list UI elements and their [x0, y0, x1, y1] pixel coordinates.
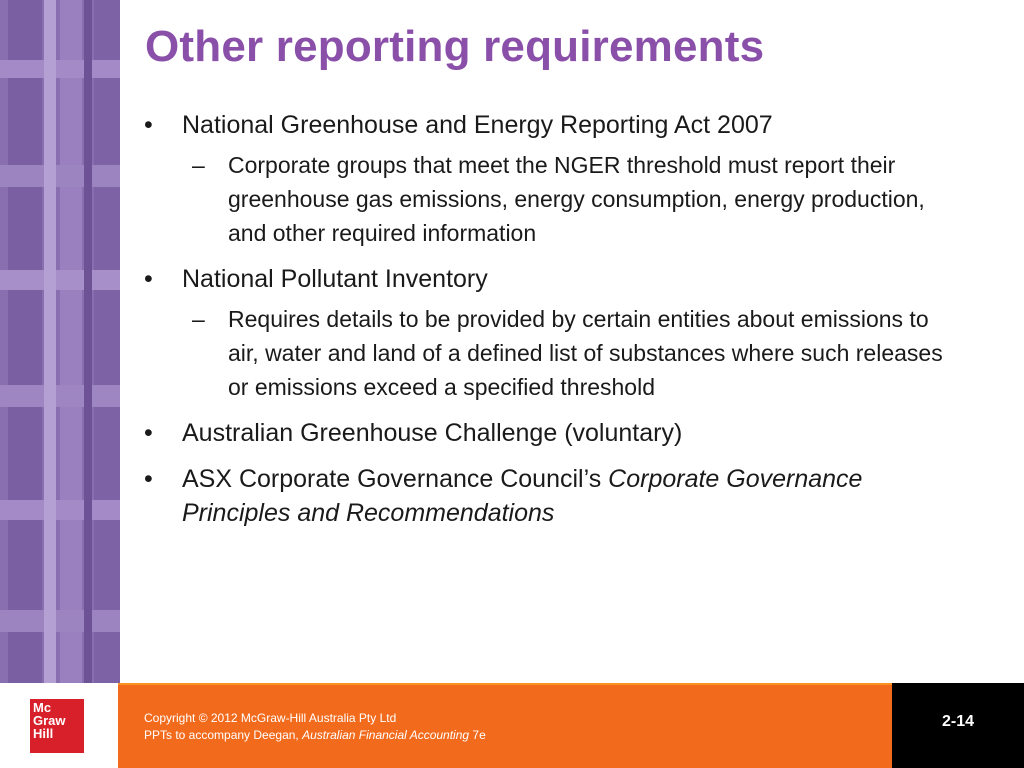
- bullet-npi: [144, 262, 944, 296]
- footer-page-box: [892, 683, 1024, 768]
- bullet-marker: •: [144, 265, 153, 293]
- bullet-italic-text: Corporate Governance Principles and Recommendations: [182, 465, 863, 527]
- bullet-marker: •: [144, 419, 153, 447]
- copyright-line-1: Copyright © 2012 McGraw-Hill Australia Pty Ltd: [144, 711, 397, 725]
- mcgraw-hill-logo: Mc Graw Hill: [30, 699, 84, 753]
- footer: [0, 683, 1024, 768]
- copyright-line-2: PPTs to accompany Deegan, Australian Financial Accounting 7e: [144, 728, 486, 742]
- copyright-text: [144, 710, 486, 744]
- page-number: 2-14: [941, 713, 975, 730]
- bullet-asx-governance: [144, 462, 944, 530]
- slide-title: Other reporting requirements: [145, 22, 765, 71]
- sub-bullet-text: Requires details to be provided by certain entities about emissions to air, water and land of a defined list of substances where such releases or emissions exceed a specified threshold: [228, 306, 943, 400]
- slide-body: [144, 108, 944, 536]
- footer-copyright-bar: [118, 683, 892, 768]
- decorative-side-image: [0, 0, 120, 683]
- bullet-text: National Pollutant Inventory: [182, 265, 488, 293]
- sub-bullet-npi-detail: [192, 302, 944, 404]
- bullet-nger-act: [144, 108, 944, 142]
- sub-bullet-nger-detail: [192, 148, 944, 250]
- bullet-text: Australian Greenhouse Challenge (voluntary): [182, 419, 683, 447]
- bullet-marker: •: [144, 465, 153, 493]
- footer-logo-area: [0, 683, 118, 768]
- bullet-text: National Greenhouse and Energy Reporting Act 2007: [182, 111, 773, 139]
- dash-marker: –: [192, 152, 205, 178]
- bullet-text: ASX Corporate Governance Council’s: [182, 465, 609, 493]
- bullet-greenhouse-challenge: [144, 416, 944, 450]
- sub-bullet-text: Corporate groups that meet the NGER threshold must report their greenhouse gas emissions, energy consumption, energy production, and other required information: [228, 152, 925, 246]
- dash-marker: –: [192, 306, 205, 332]
- bullet-marker: •: [144, 111, 153, 139]
